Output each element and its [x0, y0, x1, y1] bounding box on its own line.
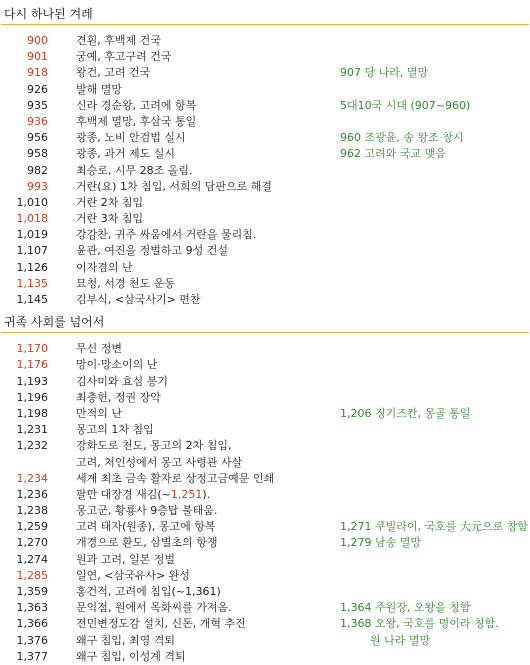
event-text: 홍건적, 고려에 침입(~1,361) [76, 585, 221, 598]
event-text: 거란 3차 침입 [76, 212, 144, 226]
event-text: 광종, 과거 제도 실시 [76, 147, 175, 161]
event-text: 강화도로 천도, 몽고의 2차 침입, [76, 439, 232, 453]
year-label: 1,176 [16, 358, 48, 372]
year-label: 1,193 [16, 374, 48, 388]
event-text: 김부식, <삼국사기> 편찬 [76, 293, 201, 306]
event-text: 광종, 노비 안검법 실시 [76, 131, 186, 145]
event-text: 발해 멸망 [76, 82, 123, 96]
timeline-page [0, 4, 530, 665]
year-label: 1,377 [16, 649, 48, 663]
year-label: 1,376 [16, 633, 48, 647]
timeline-row [0, 243, 530, 259]
event-text: 궁예, 후고구려 건국 [76, 50, 172, 64]
event-text: 최충헌, 정권 장악 [76, 390, 161, 404]
year-label: 1,019 [16, 228, 48, 242]
timeline-row [0, 633, 530, 649]
year-label: 1,126 [16, 260, 48, 274]
event-text: 신라 경순왕, 고려에 항복 [76, 98, 197, 112]
world-event-note: 1,271 쿠빌라이, 국호를 大元으로 창함 [340, 520, 528, 534]
event-text: 묘청, 서경 천도 운동 [76, 276, 175, 290]
timeline-row [0, 179, 530, 195]
year-label: 1,018 [16, 212, 48, 226]
timeline-row [0, 146, 530, 162]
event-text: 왕건, 고려 건국 [76, 66, 151, 80]
timeline-row [0, 49, 530, 65]
section-divider [1, 332, 529, 333]
timeline-row [0, 471, 530, 487]
event-text: 거란(요) 1차 침입, 서희의 담판으로 해결 [76, 179, 272, 193]
timeline-row [0, 438, 530, 454]
event-text: 왜구 침입, 최영 격퇴 [76, 633, 175, 647]
timeline-row [0, 374, 530, 390]
section-title: 귀족 사회를 넘어서 [4, 315, 105, 330]
timeline-row [0, 568, 530, 584]
event-text: 망이·망소이의 난 [76, 358, 158, 372]
year-label: 918 [27, 66, 48, 80]
event-text: 고려, 처인성에서 몽고 사령관 사살 [76, 455, 243, 469]
world-event-note: 907 당 나라, 멸망 [340, 66, 429, 80]
event-text: 후백제 멸망, 후삼국 통일 [76, 114, 197, 128]
event-text: 왜구 침입, 이성계 격퇴 [76, 649, 186, 663]
event-highlight: 1,251 [170, 487, 203, 501]
event-list [0, 33, 530, 308]
event-text: 김사미와 효심 봉기 [76, 374, 169, 388]
event-text: 만적의 난 [76, 406, 123, 420]
event-text: 개경으로 환도, 삼별초의 항쟁 [76, 536, 218, 550]
timeline-row [0, 649, 530, 665]
year-label: 1,010 [16, 195, 48, 209]
year-label: 936 [27, 114, 48, 128]
section-title: 다시 하나된 겨레 [4, 7, 93, 21]
timeline-row [0, 211, 530, 227]
year-label: 1,231 [16, 423, 48, 437]
event-text: 전민변정도감 설치, 신돈, 개혁 추진 [76, 617, 246, 631]
timeline-row [0, 422, 530, 438]
timeline-row [0, 535, 530, 551]
event-text: 윤관, 여진을 정벌하고 9성 건설 [76, 244, 228, 258]
timeline-row [0, 33, 530, 49]
timeline-row [0, 163, 530, 179]
section-divider [1, 24, 529, 25]
year-label: 1,107 [16, 244, 48, 258]
event-text: 강감찬, 귀주 싸움에서 거란을 물리침. [76, 228, 257, 242]
year-label: 1,232 [16, 439, 48, 453]
timeline-row [0, 195, 530, 211]
year-label: 956 [27, 131, 48, 145]
timeline-row [0, 114, 530, 130]
timeline-row [0, 390, 530, 406]
year-label: 1,285 [16, 568, 48, 582]
timeline-row [0, 487, 530, 503]
timeline-row [0, 406, 530, 422]
timeline-row [0, 260, 530, 276]
timeline-row [0, 98, 530, 114]
year-label: 1,259 [16, 520, 48, 534]
year-label: 982 [27, 163, 48, 177]
timeline-row [0, 65, 530, 81]
event-text: 몽고군, 황룡사 9층탑 불태움. [76, 504, 218, 518]
year-label: 1,238 [16, 504, 48, 518]
timeline-section [0, 4, 530, 308]
world-event-note: 962 고려와 국교 맺음 [340, 147, 446, 161]
event-text: 몽고의 1차 침입 [76, 423, 154, 437]
event-text: 세계 최초 금속 활자로 상정고금예문 인쇄 [76, 471, 275, 485]
event-text: 원과 고려, 일본 정벌 [76, 552, 175, 566]
timeline-row [0, 552, 530, 568]
timeline-row [0, 276, 530, 292]
event-text: 거란 2차 침입 [76, 195, 144, 209]
timeline-row [0, 341, 530, 357]
timeline-section [0, 312, 530, 665]
event-text: 일연, <삼국유사> 완성 [76, 568, 190, 582]
world-event-note: 1,206 징기즈칸, 몽골 통일 [340, 406, 471, 420]
timeline-row [0, 82, 530, 98]
event-list [0, 341, 530, 665]
year-label: 1,270 [16, 536, 48, 550]
world-event-note: 960 조광윤, 송 왕조 창시 [340, 131, 464, 145]
year-label: 958 [27, 147, 48, 161]
year-label: 993 [27, 179, 48, 193]
year-label: 1,236 [16, 487, 48, 501]
year-label: 1,196 [16, 390, 48, 404]
event-text: 팔만 대장경 새김(~1,251). [76, 487, 211, 501]
timeline-row [0, 600, 530, 616]
event-text: 고려 태자(원종), 몽고에 항복 [76, 520, 216, 534]
year-label: 1,135 [16, 276, 48, 290]
event-text: 이자겸의 난 [76, 260, 133, 274]
year-label: 1,234 [16, 471, 48, 485]
timeline-row [0, 130, 530, 146]
timeline-row [0, 227, 530, 243]
year-label: 1,359 [16, 585, 48, 598]
timeline-row [0, 503, 530, 519]
year-label: 926 [27, 82, 48, 96]
world-event-note: 1,368 오왕, 국호를 명이라 칭함. [340, 617, 499, 631]
year-label: 1,274 [16, 552, 48, 566]
event-text: 최승로, 시무 28조 올림. [76, 163, 193, 177]
timeline-row [0, 584, 530, 600]
year-label: 901 [27, 50, 48, 64]
event-text: 무신 정변 [76, 342, 123, 356]
timeline-row [0, 519, 530, 535]
year-label: 1,145 [16, 293, 48, 306]
world-event-note: 5대10국 시대 (907~960) [340, 98, 471, 112]
world-event-note: 1,364 주원장, 오왕을 칭함 [340, 601, 471, 615]
world-event-note: 1,279 남송 멸망 [340, 536, 421, 550]
world-event-note: 원 나라 멸망 [370, 633, 431, 647]
year-label: 1,170 [16, 342, 48, 356]
year-label: 900 [27, 34, 48, 47]
timeline-row [0, 292, 530, 308]
year-label: 935 [27, 98, 48, 112]
timeline-row [0, 357, 530, 373]
event-text: 문익점, 원에서 목화씨를 가져옴. [76, 601, 232, 615]
event-text: 견훤, 후백제 건국 [76, 34, 161, 47]
timeline-row [0, 616, 530, 632]
year-label: 1,363 [16, 601, 48, 615]
timeline-row [0, 455, 530, 471]
year-label: 1,198 [16, 406, 48, 420]
year-label: 1,366 [16, 617, 48, 631]
